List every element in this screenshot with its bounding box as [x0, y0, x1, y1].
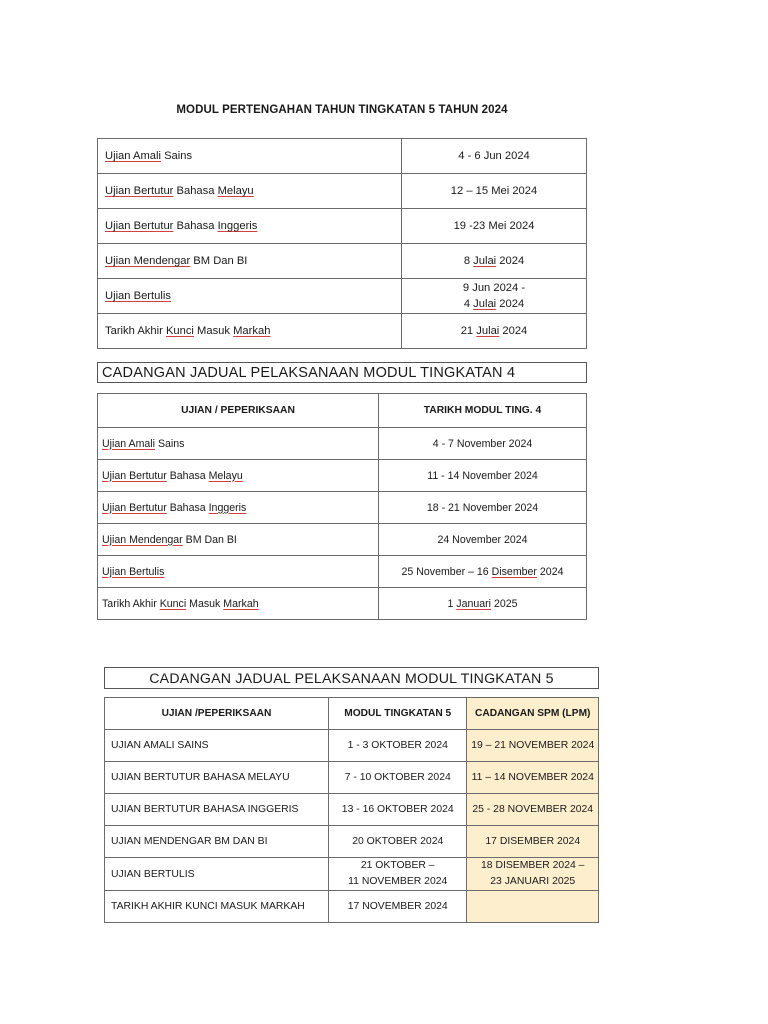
row-label: Ujian Bertutur Bahasa Inggeris	[98, 209, 402, 244]
table-modul-tingkatan-5	[104, 697, 599, 923]
row-label: Ujian Bertutur Bahasa Melayu	[98, 460, 379, 492]
row-label: UJIAN BERTULIS	[105, 858, 329, 891]
table-row	[98, 314, 587, 349]
table-row	[105, 730, 599, 762]
row-label: Ujian Bertulis	[98, 556, 379, 588]
row-date: 4 - 7 November 2024	[379, 428, 587, 460]
row-date: 12 – 15 Mei 2024	[402, 174, 587, 209]
table-row	[98, 588, 587, 620]
row-label: Ujian Mendengar BM Dan BI	[98, 244, 402, 279]
table-pertengahan-tahun	[97, 138, 587, 349]
table-row	[98, 492, 587, 524]
table-row	[98, 244, 587, 279]
row-modul-date: 13 - 16 OKTOBER 2024	[329, 794, 467, 826]
row-spm-date: 25 - 28 NOVEMBER 2024	[467, 794, 599, 826]
table-header-row	[105, 698, 599, 730]
table-row	[105, 891, 599, 923]
row-label: Ujian Amali Sains	[98, 139, 402, 174]
header-spm: CADANGAN SPM (LPM)	[467, 698, 599, 730]
table-row	[105, 762, 599, 794]
row-label: Tarikh Akhir Kunci Masuk Markah	[98, 588, 379, 620]
row-date: 18 - 21 November 2024	[379, 492, 587, 524]
table-row	[98, 428, 587, 460]
header-ujian: UJIAN /PEPERIKSAAN	[105, 698, 329, 730]
row-date: 8 Julai 2024	[402, 244, 587, 279]
section1-title: MODUL PERTENGAHAN TAHUN TINGKATAN 5 TAHUN 2024	[176, 104, 508, 116]
row-date: 1 Januari 2025	[379, 588, 587, 620]
table-row	[98, 139, 587, 174]
row-spm-date: 19 – 21 NOVEMBER 2024	[467, 730, 599, 762]
row-date: 4 - 6 Jun 2024	[402, 139, 587, 174]
table-row	[98, 209, 587, 244]
table-row	[98, 279, 587, 314]
row-label: Ujian Amali Sains	[98, 428, 379, 460]
table-row	[98, 556, 587, 588]
row-spm-date	[467, 891, 599, 923]
row-label: Ujian Bertulis	[98, 279, 402, 314]
row-label: Tarikh Akhir Kunci Masuk Markah	[98, 314, 402, 349]
row-modul-date: 17 NOVEMBER 2024	[329, 891, 467, 923]
table-row	[105, 826, 599, 858]
section3-title: CADANGAN JADUAL PELAKSANAAN MODUL TINGKATAN 5	[104, 667, 599, 689]
row-label: UJIAN BERTUTUR BAHASA MELAYU	[105, 762, 329, 794]
table-header-row	[98, 394, 587, 428]
table-row	[105, 794, 599, 826]
row-modul-date: 21 OKTOBER – 11 NOVEMBER 2024	[329, 858, 467, 891]
row-modul-date: 1 - 3 OKTOBER 2024	[329, 730, 467, 762]
row-label: UJIAN MENDENGAR BM DAN BI	[105, 826, 329, 858]
table-row	[105, 858, 599, 891]
row-spm-date: 18 DISEMBER 2024 – 23 JANUARI 2025	[467, 858, 599, 891]
row-label: TARIKH AKHIR KUNCI MASUK MARKAH	[105, 891, 329, 923]
row-date: 9 Jun 2024 - 4 Julai 2024	[402, 279, 587, 314]
row-spm-date: 17 DISEMBER 2024	[467, 826, 599, 858]
row-modul-date: 7 - 10 OKTOBER 2024	[329, 762, 467, 794]
row-label: Ujian Bertutur Bahasa Melayu	[98, 174, 402, 209]
header-ujian: UJIAN / PEPERIKSAAN	[98, 394, 379, 428]
row-spm-date: 11 – 14 NOVEMBER 2024	[467, 762, 599, 794]
header-tarikh: TARIKH MODUL TING. 4	[379, 394, 587, 428]
row-label: UJIAN AMALI SAINS	[105, 730, 329, 762]
row-date: 24 November 2024	[379, 524, 587, 556]
table-row	[98, 174, 587, 209]
table-modul-tingkatan-4	[97, 393, 587, 620]
row-date: 11 - 14 November 2024	[379, 460, 587, 492]
row-label: UJIAN BERTUTUR BAHASA INGGERIS	[105, 794, 329, 826]
row-label: Ujian Mendengar BM Dan BI	[98, 524, 379, 556]
table-row	[98, 460, 587, 492]
row-date: 19 -23 Mei 2024	[402, 209, 587, 244]
section2-title: CADANGAN JADUAL PELAKSANAAN MODUL TINGKATAN 4	[97, 362, 587, 383]
row-date: 21 Julai 2024	[402, 314, 587, 349]
header-modul: MODUL TINGKATAN 5	[329, 698, 467, 730]
row-date: 25 November – 16 Disember 2024	[379, 556, 587, 588]
row-label: Ujian Bertutur Bahasa Inggeris	[98, 492, 379, 524]
table-row	[98, 524, 587, 556]
row-modul-date: 20 OKTOBER 2024	[329, 826, 467, 858]
